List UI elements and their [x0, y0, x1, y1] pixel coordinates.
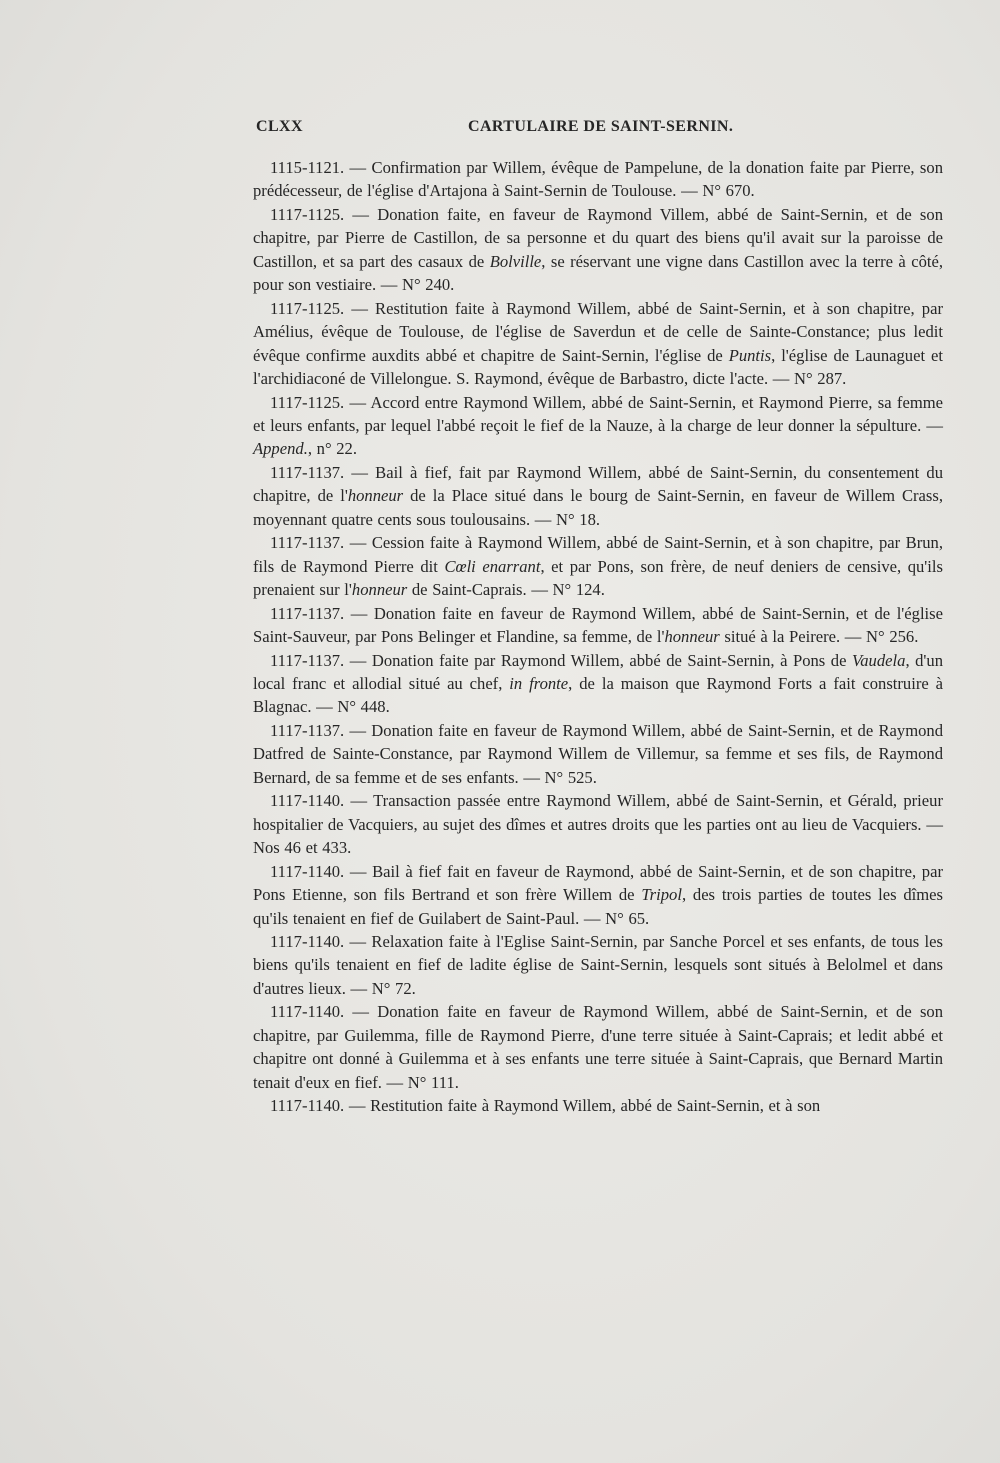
entry-date: 1115-1121. — [270, 158, 345, 177]
entry-text: — Accord entre Raymond Willem, abbé de Saint-Sernin, et Raymond Pierre, sa femme et leurs enfants, par lequel l'abbé reçoit le fief de la Nauze, à la charge de leur donner la sépulture. — — [253, 392, 943, 435]
entry — [253, 461, 943, 531]
entry-text: — Donation faite en faveur de Raymond Willem, abbé de Saint-Sernin, et de l'église Saint-Sauveur, par Pons Belinger et Flandine, sa femme, de l' — [253, 603, 943, 647]
entry — [253, 719, 943, 789]
entry — [253, 649, 943, 719]
entry-italic: Tripol — [641, 885, 682, 905]
entry-date: 1117-1125. — [270, 298, 345, 318]
entry-text: , et par Pons, son frère, de neuf deniers de censive, qu'ils prenaient sur l' — [253, 556, 943, 600]
entry-italic: Bolville — [489, 251, 542, 271]
entry — [253, 203, 943, 297]
entry — [253, 391, 943, 461]
entry-date: 1117-1137. — [270, 650, 345, 670]
entry-date: 1117-1137. — [270, 533, 345, 553]
entry-date: 1117-1140. — [270, 861, 345, 881]
page-header — [256, 118, 946, 144]
entry — [253, 602, 943, 649]
page-body — [253, 156, 943, 1118]
entry-text: — Transaction passée entre Raymond Willem, abbé de Saint-Sernin, et Gérald, prieur hospitalier de Vacquiers, au sujet des dîmes et autres droits que les parties ont au lieu de Vacquiers. — Nos 46 et 433. — [253, 791, 943, 858]
entry — [253, 789, 943, 859]
entry-italic: honneur — [347, 486, 404, 506]
entry-italic: Append. — [253, 439, 308, 459]
entry-text: — Donation faite en faveur de Raymond Willem, abbé de Saint-Sernin, et de son chapitre, par Guilemma, fille de Raymond Pierre, d'une terre située à Saint-Caprais; et ledit abbé et chapitre ont donné à Guilemma et à ses enfants une terre située à Saint-Caprais, que Bernard Martin tenait d'eux en fief. — N° 111. — [253, 1002, 943, 1092]
entry — [253, 297, 943, 391]
page-number: CLXX — [256, 118, 303, 135]
entry-date: 1117-1137. — [270, 603, 345, 623]
entry-text: — Cession faite à Raymond Willem, abbé de Saint-Sernin, et à son chapitre, par Brun, fils de Raymond Pierre dit — [253, 533, 943, 576]
entry-date: 1117-1125. — [270, 392, 345, 412]
entry-text: de Saint-Caprais. — N° 124. — [407, 580, 605, 600]
entry-italic: Cœli enarrant — [444, 556, 541, 576]
running-title: CARTULAIRE DE SAINT-SERNIN. — [468, 118, 734, 135]
entry — [253, 860, 943, 930]
entry-text: , se réservant une vigne dans Castillon avec la terre à côté, pour son vestiaire. — N° 240. — [253, 251, 943, 295]
entry-text: — Confirmation par Willem, évêque de Pampelune, de la donation faite par Pierre, son prédécesseur, de l'église d'Artajona à Saint-Sernin de Toulouse. — N° 670. — [253, 158, 943, 201]
entry-italic: Vaudela — [851, 650, 906, 670]
entry — [253, 1000, 943, 1094]
entry-date: 1117-1125. — [270, 204, 345, 224]
entry-text: situé à la Peirere. — N° 256. — [719, 627, 919, 647]
entry-italic: honneur — [351, 580, 408, 600]
entry-text: — Bail à fief, fait par Raymond Willem, abbé de Saint-Sernin, du consentement du chapitre, de l' — [253, 462, 943, 506]
entry — [253, 531, 943, 601]
entry-text: , d'un local franc et allodial situé au chef, — [253, 650, 943, 693]
entry-text: — Restitution faite à Raymond Willem, abbé de Saint-Sernin, et à son chapitre, par Amélius, évêque de Toulouse, de l'église de Saverdun et de celle de Sainte-Constance; plus ledit évêque confirme auxdits abbé et chapitre de Saint-Sernin, l'église de — [253, 298, 943, 365]
entry-text: — Relaxation faite à l'Eglise Saint-Sernin, par Sanche Porcel et ses enfants, de tous les biens qu'ils tenaient en fief de ladite église de Saint-Sernin, lesquels sont situés à Belolmel et dans d'autres lieux. — N° 72. — [253, 931, 943, 998]
entry-italic: Puntis — [728, 345, 772, 365]
entry-text: — Restitution faite à Raymond Willem, abbé de Saint-Sernin, et à son — [344, 1096, 821, 1116]
entry-text: , n° 22. — [307, 439, 357, 459]
entry-date: 1117-1140. — [270, 1002, 345, 1022]
entry — [253, 156, 943, 203]
entry-date: 1117-1137. — [270, 462, 345, 482]
entry-text: , des trois parties de toutes les dîmes qu'ils tenaient en fief de Guilabert de Saint-Paul. — N° 65. — [253, 885, 943, 928]
entry-text: — Donation faite par Raymond Willem, abbé de Saint-Sernin, à Pons de — [344, 650, 852, 670]
entry-text: — Bail à fief fait en faveur de Raymond, abbé de Saint-Sernin, et de son chapitre, par Pons Etienne, son fils Bertrand et son frère Willem de — [253, 861, 943, 905]
entry-date: 1117-1140. — [270, 931, 345, 951]
entry-date: 1117-1140. — [270, 1096, 345, 1116]
entry — [253, 1094, 943, 1117]
entry-text: de la Place situé dans le bourg de Saint-Sernin, en faveur de Willem Crass, moyennant quatre cents sous toulousains. — N° 18. — [253, 486, 943, 529]
entry-date: 1117-1137. — [270, 720, 345, 740]
entry — [253, 930, 943, 1000]
entry-date: 1117-1140. — [270, 791, 345, 811]
entry-text: , de la maison que Raymond Forts a fait construire à Blagnac. — N° 448. — [253, 673, 944, 717]
entry-italic: in fronte — [509, 673, 569, 693]
entry-text: , l'église de Launaguet et l'archidiaconé de Villelongue. S. Raymond, évêque de Barbastro, dicte l'acte. — N° 287. — [253, 345, 943, 389]
entry-text: — Donation faite, en faveur de Raymond Villem, abbé de Saint-Sernin, et de son chapitre, par Pierre de Castillon, de sa personne et du quart des biens qu'il avait sur la paroisse de Castillon, et sa part des casaux de — [253, 204, 943, 271]
entry-italic: honneur — [664, 627, 720, 647]
entry-text: — Donation faite en faveur de Raymond Willem, abbé de Saint-Sernin, et de Raymond Datfred de Sainte-Constance, par Raymond Willem de Villemur, sa femme et ses fils, de Raymond Bernard, de sa femme et de ses enfants. — N° 525. — [253, 720, 943, 787]
